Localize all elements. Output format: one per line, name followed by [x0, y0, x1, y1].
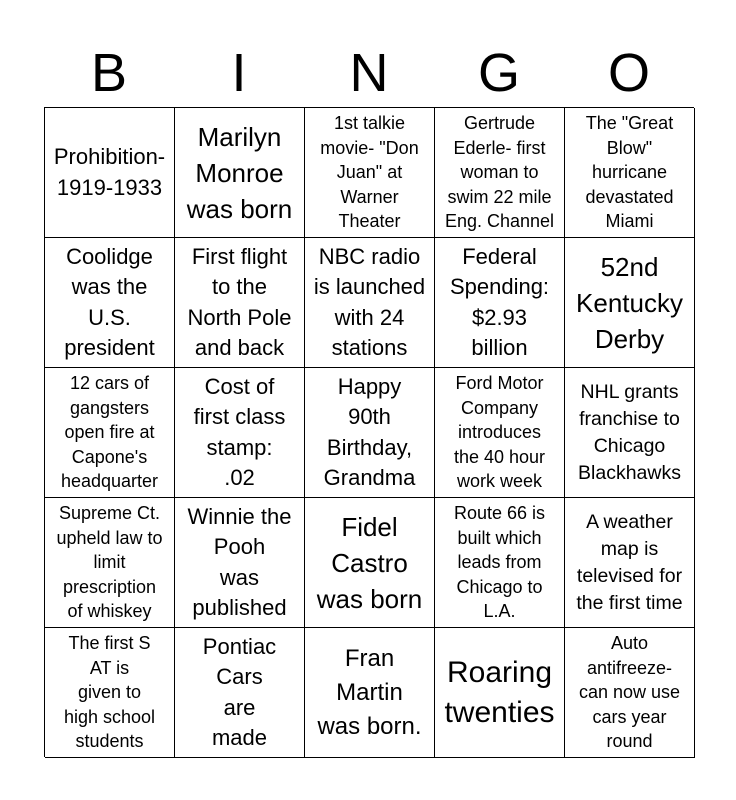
bingo-cell-r3-c1[interactable] — [45, 368, 175, 498]
cell-text: Fran Martin was born. — [317, 644, 422, 740]
header-letter-b: B — [90, 43, 128, 103]
cell-text: Prohibition- 1919-1933 — [53, 144, 166, 200]
cell-text: Supreme Ct. upheld law to limit prescription of whiskey — [56, 503, 163, 622]
cell-text: A weather map is televised for the first time — [576, 510, 683, 614]
cell-text: Cost of first class stamp: .02 — [193, 373, 286, 490]
bingo-cell-r1-c4[interactable] — [435, 108, 565, 238]
bingo-cell-r4-c5[interactable] — [565, 498, 695, 628]
cell-text: 52nd Kentucky Derby — [576, 251, 683, 354]
header-letter-g: G — [477, 43, 520, 103]
header-letter-n: N — [349, 43, 389, 103]
bingo-cell-r4-c4[interactable] — [435, 498, 565, 628]
bingo-cell-r2-c5[interactable] — [565, 238, 695, 368]
bingo-cell-r1-c3[interactable] — [305, 108, 435, 238]
bingo-cell-r1-c1[interactable] — [45, 108, 175, 238]
bingo-cell-r3-c3[interactable] — [305, 368, 435, 498]
cell-text: Happy 90th Birthday, Grandma — [323, 373, 416, 490]
cell-text: Gertrude Ederle- first woman to swim 22 mile Eng. Channel — [444, 113, 555, 232]
bingo-cell-r1-c2[interactable] — [175, 108, 305, 238]
cell-text: Coolidge was the U.S. president — [64, 243, 155, 360]
bingo-cell-r2-c4[interactable] — [435, 238, 565, 368]
cell-text: NBC radio is launched with 24 stations — [313, 243, 426, 360]
cell-text: The "Great Blow" hurricane devastated Miami — [585, 113, 674, 232]
cell-text: Route 66 is built which leads from Chicago to L.A. — [453, 503, 546, 622]
bingo-cell-r5-c2[interactable] — [175, 628, 305, 758]
cell-text: Marilyn Monroe was born — [186, 121, 293, 224]
cell-text: 12 cars of gangsters open fire at Capone's headquarter — [60, 373, 159, 492]
bingo-cell-r2-c3[interactable] — [305, 238, 435, 368]
bingo-cell-r1-c5[interactable] — [565, 108, 695, 238]
header-letter-o: O — [607, 43, 650, 103]
bingo-cell-r4-c1[interactable] — [45, 498, 175, 628]
bingo-cell-r3-c2[interactable] — [175, 368, 305, 498]
cell-text: The first S AT is given to high school students — [63, 633, 156, 752]
cell-text: Fidel Castro was born — [316, 511, 423, 614]
bingo-cell-r5-c4[interactable] — [435, 628, 565, 758]
cell-text: NHL grants franchise to Chicago Blackhawks — [578, 380, 681, 484]
cell-text: Roaring twenties — [444, 655, 555, 729]
bingo-board — [44, 107, 694, 757]
bingo-cell-r3-c5[interactable] — [565, 368, 695, 498]
cell-text: Pontiac Cars are made — [202, 633, 277, 750]
bingo-cell-r5-c1[interactable] — [45, 628, 175, 758]
bingo-cell-r3-c4[interactable] — [435, 368, 565, 498]
cell-text: Auto antifreeze- can now use cars year round — [578, 633, 681, 752]
bingo-cell-r2-c1[interactable] — [45, 238, 175, 368]
cell-text: 1st talkie movie- "Don Juan" at Warner Theater — [320, 113, 419, 232]
bingo-cell-r2-c2[interactable] — [175, 238, 305, 368]
bingo-cell-r4-c3[interactable] — [305, 498, 435, 628]
cell-text: Federal Spending: $2.93 billion — [449, 243, 550, 360]
cell-text: Winnie the Pooh was published — [187, 503, 292, 620]
bingo-cell-r4-c2[interactable] — [175, 498, 305, 628]
bingo-cell-r5-c3[interactable] — [305, 628, 435, 758]
bingo-header — [44, 40, 694, 106]
cell-text: First flight to the North Pole and back — [187, 243, 292, 360]
header-letter-i: I — [231, 43, 247, 103]
cell-text: Ford Motor Company introduces the 40 hour work week — [453, 373, 546, 492]
bingo-cell-r5-c5[interactable] — [565, 628, 695, 758]
